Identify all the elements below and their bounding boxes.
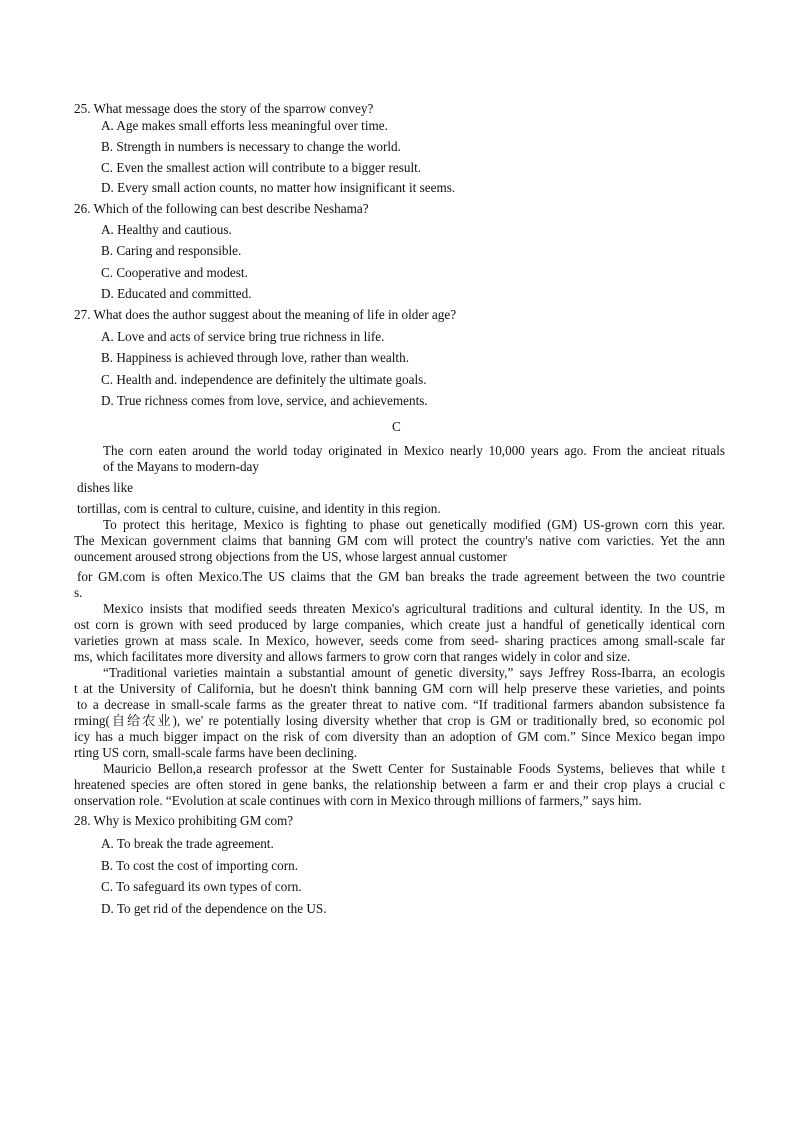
passage-line: ms, which facilitates more diversity and allows farmers to grow corn that ranges widely in color and size. <box>74 649 631 664</box>
passage-line: rming(自给农业), we' re potentially losing diversity whether that crop is GM or traditionally bred, so economic pol <box>74 713 725 728</box>
question-28-option-d: D. To get rid of the dependence on the US. <box>101 901 327 916</box>
question-28-option-a: A. To break the trade agreement. <box>101 836 274 851</box>
question-28-option-c: C. To safeguard its own types of corn. <box>101 879 302 894</box>
passage-line: tortillas, com is central to culture, cuisine, and identity in this region. <box>77 501 441 516</box>
passage-line: The Mexican government claims that banning GM com will protect the country's native com varicties. Yet the ann <box>74 533 725 548</box>
passage-line: Mexico insists that modified seeds threaten Mexico's agricultural traditions and cultural identity. In the US, m <box>103 601 725 616</box>
question-27-option-a: A. Love and acts of service bring true richness in life. <box>101 329 385 344</box>
passage-line: for GM.com is often Mexico.The US claims that the GM ban breaks the trade agreement between the two countrie <box>77 569 725 584</box>
question-27-option-c: C. Health and. independence are definitely the ultimate goals. <box>101 372 427 387</box>
passage-line: Mauricio Bellon,a research professor at the Swett Center for Sustainable Foods Systems, believes that while t <box>103 761 725 776</box>
passage-line: ouncement aroused strong objections from the US, whose largest annual customer <box>74 549 508 564</box>
passage-line: “Traditional varieties maintain a substantial amount of genetic diversity,” says Jeffrey Ross-Ibarra, an ecologis <box>103 665 725 680</box>
question-25-option-a: A. Age makes small efforts less meaningful over time. <box>101 118 388 133</box>
passage-line: onservation role. “Evolution at scale continues with corn in Mexico through millions of farmers,” says him. <box>74 793 642 808</box>
question-28-option-b: B. To cost the cost of importing corn. <box>101 858 298 873</box>
question-25-stem: 25. What message does the story of the sparrow convey? <box>74 101 374 116</box>
passage-line: s. <box>74 585 83 600</box>
passage-line: ost corn is grown with seed produced by large companies, which create just a handful of genetically identical corn <box>74 617 725 632</box>
question-27-stem: 27. What does the author suggest about the meaning of life in older age? <box>74 307 457 322</box>
passage-line: rting US corn, small-scale farms have been declining. <box>74 745 358 760</box>
passage-line: of the Mayans to modern-day <box>103 459 260 474</box>
passage-line: t at the University of California, but he doesn't think banning GM corn will help preserve these varieties, and points <box>74 681 725 696</box>
question-26-option-a: A. Healthy and cautious. <box>101 222 232 237</box>
section-heading: C <box>392 419 401 434</box>
passage-line: dishes like <box>77 480 134 495</box>
question-26-stem: 26. Which of the following can best describe Neshama? <box>74 201 369 216</box>
question-27-option-d: D. True richness comes from love, service, and achievements. <box>101 393 428 408</box>
question-25-option-d: D. Every small action counts, no matter how insignificant it seems. <box>101 180 456 195</box>
passage-line: icy has a much bigger impact on the risk of com diversity than an adoption of GM com.” Since Mexico began impo <box>74 729 725 744</box>
question-26-option-d: D. Educated and committed. <box>101 286 252 301</box>
passage-line: The corn eaten around the world today originated in Mexico nearly 10,000 years ago. From the ancieat rituals <box>103 443 725 458</box>
passage-line: To protect this heritage, Mexico is fighting to phase out genetically modified (GM) US-grown corn this year. <box>103 517 725 532</box>
question-26-option-b: B. Caring and responsible. <box>101 243 242 258</box>
question-25-option-b: B. Strength in numbers is necessary to change the world. <box>101 139 401 154</box>
passage-line: to a decrease in small-scale farms as the greater threat to native com. “If traditional farmers abandon subsistence fa <box>77 697 725 712</box>
question-27-option-b: B. Happiness is achieved through love, rather than wealth. <box>101 350 409 365</box>
question-28-stem: 28. Why is Mexico prohibiting GM com? <box>74 813 294 828</box>
question-25-option-c: C. Even the smallest action will contribute to a bigger result. <box>101 160 422 175</box>
passage-line: hreatened species are often stored in gene banks, the relationship between a farm er and their crop plays a crucial c <box>74 777 725 792</box>
passage-line: varieties grown at mass scale. In Mexico, however, seeds come from seed- sharing practices among small-scale far <box>74 633 725 648</box>
question-26-option-c: C. Cooperative and modest. <box>101 265 248 280</box>
